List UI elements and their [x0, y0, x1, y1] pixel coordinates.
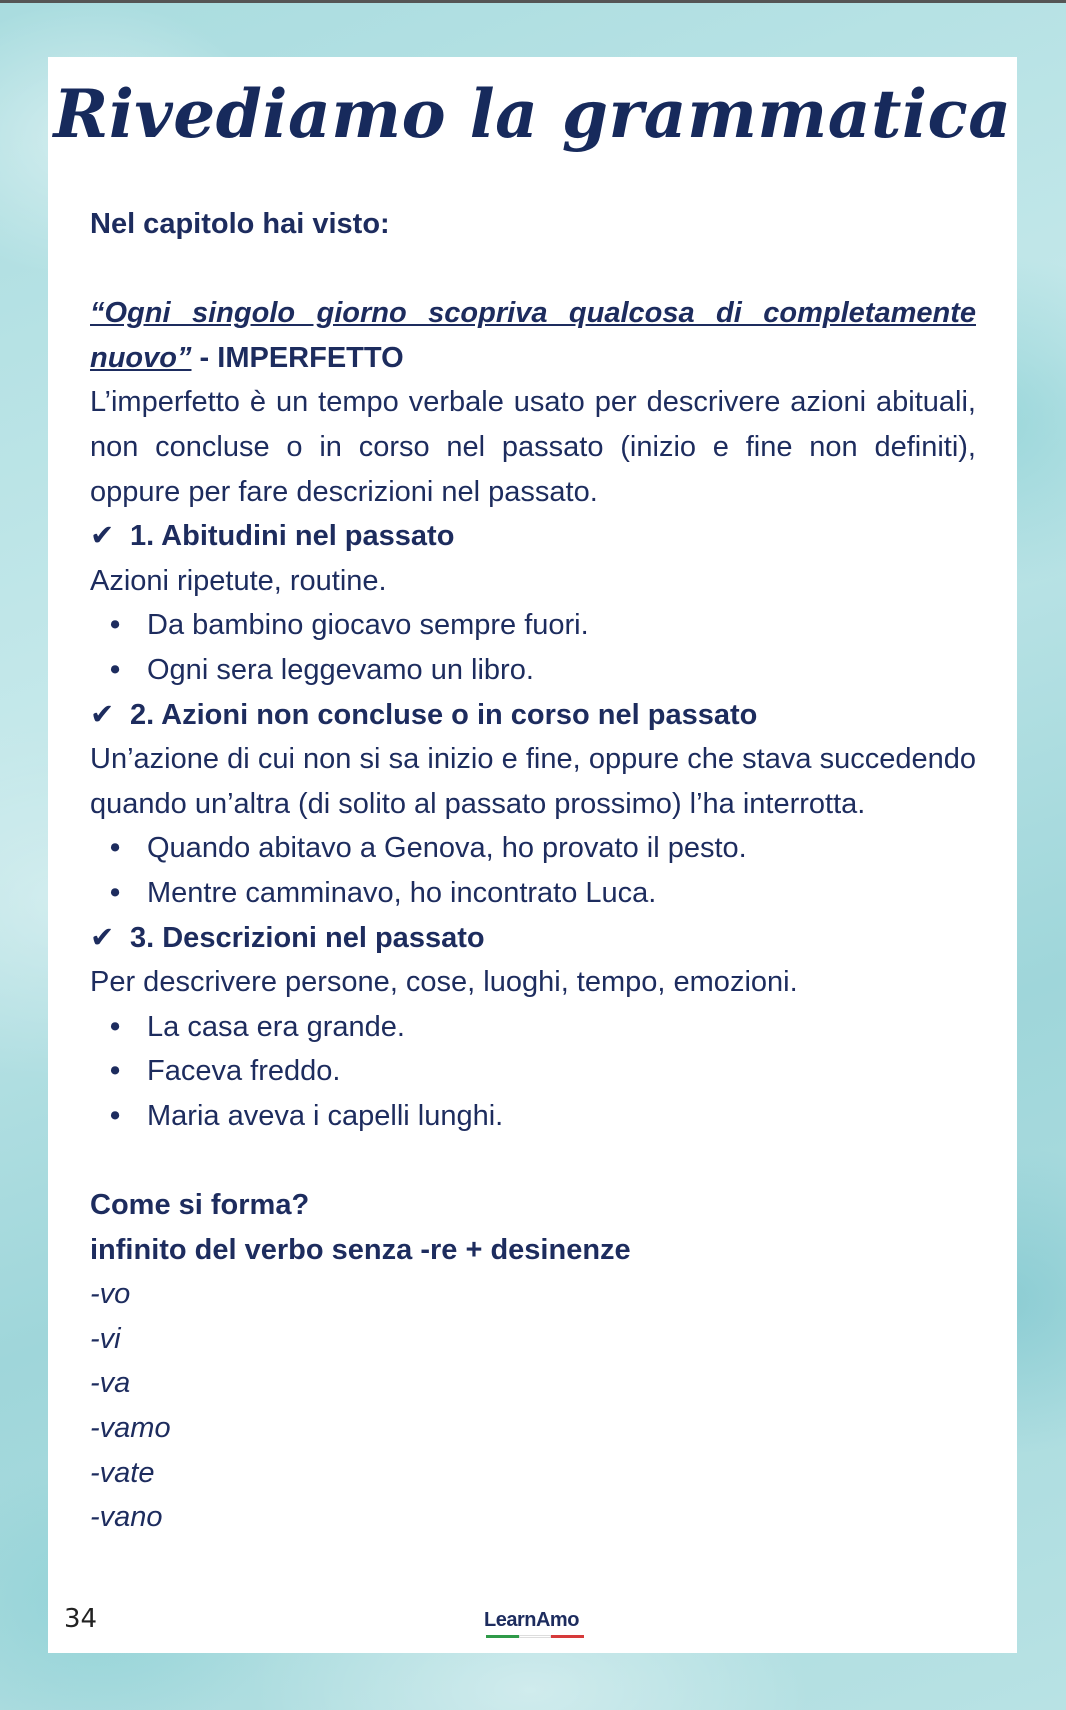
list-item: • Faceva freddo. — [90, 1049, 976, 1094]
ending-item: -va — [90, 1367, 131, 1400]
formation-rule: infinito del verbo senza -re + desinenze — [90, 1233, 631, 1266]
example-list — [90, 826, 976, 915]
section-heading — [90, 693, 976, 738]
tense-name: IMPERFETTO — [217, 341, 404, 374]
ending-item: -vate — [90, 1456, 155, 1489]
top-border — [0, 0, 1066, 3]
list-item: • Da bambino giocavo sempre fuori. — [90, 603, 976, 648]
ending-item: -vi — [90, 1322, 121, 1355]
section-heading — [90, 916, 976, 961]
list-item: • Maria aveva i capelli lunghi. — [90, 1094, 976, 1139]
page-sheet — [48, 57, 1017, 1653]
section-heading — [90, 514, 976, 559]
example-list — [90, 1005, 976, 1139]
section-description: Un’azione di cui non si sa inizio e fine, oppure che stava succedendo quando un’altra (di solito al passato prossimo) l’ha interrotta. — [90, 743, 976, 820]
list-item: • Quando abitavo a Genova, ho provato il pesto. — [90, 826, 976, 871]
section-title: 3. Descrizioni nel passato — [130, 921, 485, 954]
example-quote: “Ogni singolo giorno scopriva qualcosa di completamente nuovo” — [90, 297, 976, 374]
example-separator: - — [191, 341, 218, 374]
formation-question: Come si forma? — [90, 1189, 310, 1222]
ending-item: -vamo — [90, 1412, 171, 1445]
flag-green-stripe — [486, 1635, 519, 1638]
ending-item: -vano — [90, 1501, 163, 1534]
example-heading — [90, 291, 976, 380]
page-number: 34 — [64, 1604, 98, 1634]
example-list — [90, 603, 976, 692]
page-title: Rivediamo la grammatica — [53, 75, 1012, 153]
flag-white-stripe — [519, 1635, 552, 1638]
intro-text: Nel capitolo hai visto: — [90, 208, 390, 240]
checkmark-icon: ✔ — [90, 698, 115, 731]
ending-item: -vo — [90, 1278, 131, 1311]
list-item: • Ogni sera leggevamo un libro. — [90, 648, 976, 693]
section-title: 2. Azioni non concluse o in corso nel passato — [130, 698, 758, 731]
section-description: Azioni ripetute, routine. — [90, 564, 387, 597]
section-title: 1. Abitudini nel passato — [130, 520, 455, 553]
checkmark-icon: ✔ — [90, 520, 115, 553]
definition-text: L’imperfetto è un tempo verbale usato per descrivere azioni abituali, non concluse o in corso nel passato (inizio e fine non definiti), oppure per fare descrizioni nel passato. — [90, 386, 976, 508]
list-item: • La casa era grande. — [90, 1005, 976, 1050]
flag-red-stripe — [551, 1635, 584, 1638]
learnamo-logo: LearnAmo — [484, 1609, 579, 1631]
logo-flag-bar — [486, 1635, 584, 1638]
checkmark-icon: ✔ — [90, 921, 115, 954]
list-item: • Mentre camminavo, ho incontrato Luca. — [90, 871, 976, 916]
page-content — [90, 202, 976, 1540]
section-description: Per descrivere persone, cose, luoghi, tempo, emozioni. — [90, 966, 798, 999]
